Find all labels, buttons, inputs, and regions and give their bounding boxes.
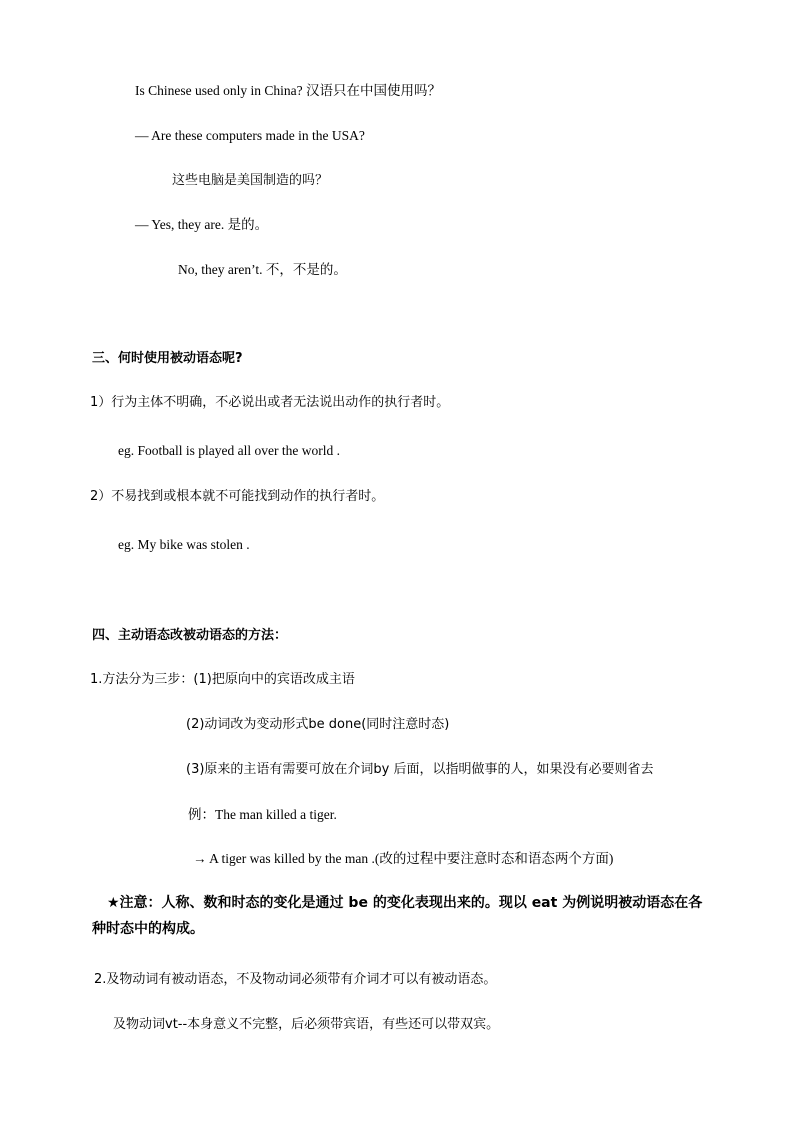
section-three-heading: 三、何时使用被动语态呢?	[92, 351, 243, 366]
section-four-example-result: → A tiger was killed by the man .(改的过程中要注意时态和语态两个方面)	[193, 851, 614, 866]
section-four-steps-intro: 1.方法分为三步：(1)把原向中的宾语改成主语	[90, 672, 355, 687]
transitive-verb-definition: 及物动词vt--本身意义不完整，后必须带宾语，有些还可以带双宾。	[113, 1017, 500, 1032]
example-question-computers: — Are these computers made in the USA?	[135, 128, 365, 143]
example-question-computers-translation: 这些电脑是美国制造的吗？	[172, 173, 329, 188]
example-question-chinese-used: Is Chinese used only in China? 汉语只在中国使用吗？	[135, 83, 441, 98]
note-paragraph: ★注意：人称、数和时态的变化是通过 be 的变化表现出来的。现以 eat 为例说明被动语态在各种时态中的构成。	[92, 895, 703, 937]
section-three-item-2: 2）不易找到或根本就不可能找到动作的执行者时。	[90, 489, 385, 504]
section-four-example: 例：The man killed a tiger.	[188, 807, 337, 822]
section-three-item-1: 1）行为主体不明确，不必说出或者无法说出动作的执行者时。	[90, 395, 450, 410]
section-four-heading: 四、主动语态改被动语态的方法：	[92, 628, 288, 643]
example-answer-yes: — Yes, they are. 是的。	[135, 217, 269, 232]
point-two-transitive-verbs: 2.及物动词有被动语态，不及物动词必须带有介词才可以有被动语态。	[94, 972, 497, 987]
section-four-step-2: (2)动词改为变动形式be done(同时注意时态)	[186, 717, 450, 732]
section-three-item-1-example: eg. Football is played all over the world .	[118, 443, 340, 458]
section-three-item-2-example: eg. My bike was stolen .	[118, 537, 250, 552]
section-four-step-3: (3)原来的主语有需要可放在介词by 后面，以指明做事的人，如果没有必要则省去	[186, 762, 654, 777]
example-answer-no: No, they aren’t. 不，不是的。	[178, 262, 347, 277]
